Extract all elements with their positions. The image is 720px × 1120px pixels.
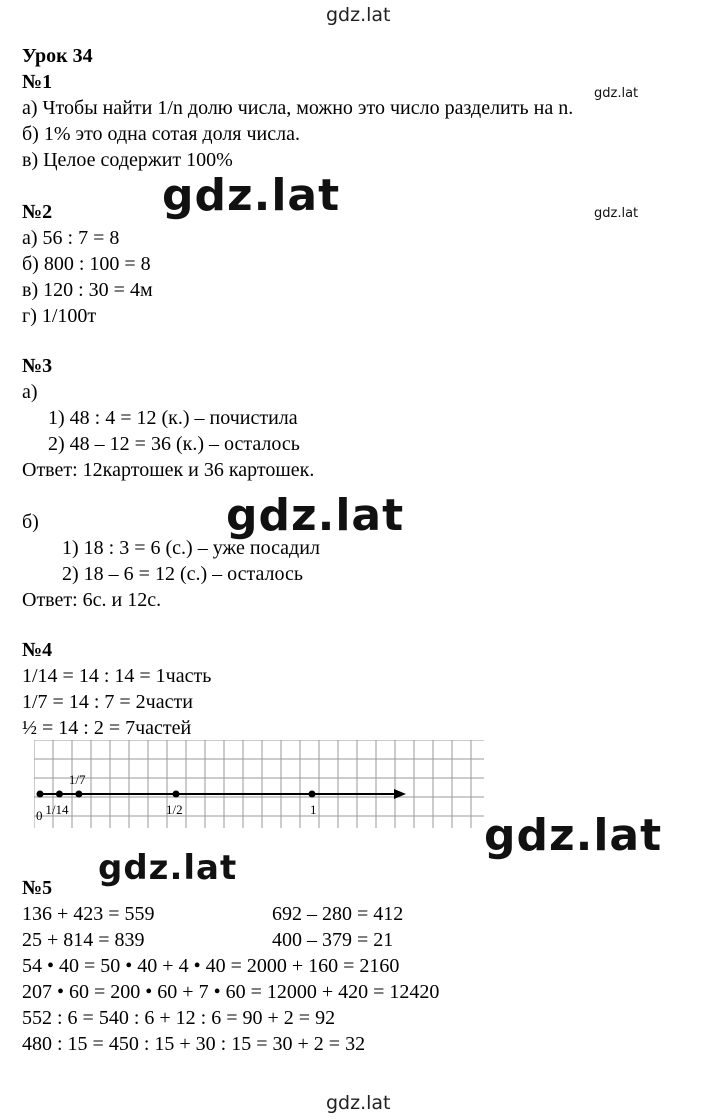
task5-line-2: 207 • 60 = 200 • 60 + 7 • 60 = 12000 + 420 = 12420 — [22, 981, 440, 1003]
watermark-large: gdz.lat — [226, 490, 405, 541]
number-line-point — [173, 791, 180, 798]
task3-part-b: б) — [22, 511, 39, 533]
task1-line-b: б) 1% это одна сотая доля числа. — [22, 123, 300, 145]
watermark-large: gdz.lat — [484, 810, 663, 861]
number-line-point — [75, 791, 82, 798]
task5-line-4: 480 : 15 = 450 : 15 + 30 : 15 = 30 + 2 = 32 — [22, 1033, 366, 1055]
task4-line-1: 1/14 = 14 : 14 = 1часть — [22, 665, 212, 687]
watermark-small: gdz.lat — [594, 86, 639, 101]
task5-row1-left: 136 + 423 = 559 — [22, 903, 155, 925]
task3-a-step2: 2) 48 – 12 = 36 (к.) – осталось — [48, 433, 300, 455]
task5-line-3: 552 : 6 = 540 : 6 + 12 : 6 = 90 + 2 = 92 — [22, 1007, 336, 1029]
number-line-point — [37, 791, 44, 798]
task5-row2-right: 400 – 379 = 21 — [272, 929, 394, 951]
task3-part-a: а) — [22, 381, 38, 403]
number-line-label: 1/7 — [68, 772, 86, 787]
number-line-point — [309, 791, 316, 798]
task5-row1-right: 692 – 280 = 412 — [272, 903, 404, 925]
task3-header: №3 — [22, 355, 53, 377]
task5-row2-left: 25 + 814 = 839 — [22, 929, 145, 951]
task1-line-c: в) Целое содержит 100% — [22, 149, 233, 171]
task3-b-answer: Ответ: 6с. и 12с. — [22, 589, 162, 611]
task3-a-step1: 1) 48 : 4 = 12 (к.) – почистила — [48, 407, 298, 429]
task2-line-d: г) 1/100т — [22, 305, 97, 327]
watermark-top: gdz.lat — [326, 4, 391, 26]
task1-line-a: а) Чтобы найти 1/n долю числа, можно это число разделить на n. — [22, 97, 574, 119]
task3-a-answer: Ответ: 12картошек и 36 картошек. — [22, 459, 315, 481]
number-line-label: 1 — [310, 802, 317, 817]
task2-line-b: б) 800 : 100 = 8 — [22, 253, 151, 275]
watermark-large: gdz.lat — [98, 848, 238, 888]
number-line-label: 0 — [36, 808, 43, 823]
task5-header: №5 — [22, 877, 53, 899]
task2-line-a: а) 56 : 7 = 8 — [22, 227, 120, 249]
task4-line-2: 1/7 = 14 : 7 = 2части — [22, 691, 193, 713]
lesson-title: Урок 34 — [22, 45, 93, 67]
task2-line-c: в) 120 : 30 = 4м — [22, 279, 153, 301]
task2-header: №2 — [22, 201, 53, 223]
watermark-small: gdz.lat — [594, 206, 639, 221]
number-line-diagram — [34, 740, 488, 830]
task3-b-step1: 1) 18 : 3 = 6 (с.) – уже посадил — [62, 537, 320, 559]
task4-header: №4 — [22, 639, 53, 661]
task3-b-step2: 2) 18 – 6 = 12 (с.) – осталось — [62, 563, 304, 585]
task1-header: №1 — [22, 71, 53, 93]
grid — [34, 740, 484, 828]
watermark-large: gdz.lat — [162, 170, 341, 221]
task4-line-3: ½ = 14 : 2 = 7частей — [22, 717, 192, 739]
number-line-label: 1/14 — [45, 802, 69, 817]
watermark-bottom: gdz.lat — [326, 1092, 391, 1114]
task5-line-1: 54 • 40 = 50 • 40 + 4 • 40 = 2000 + 160 = 2160 — [22, 955, 400, 977]
number-line-point — [56, 791, 63, 798]
number-line-label: 1/2 — [166, 802, 183, 817]
